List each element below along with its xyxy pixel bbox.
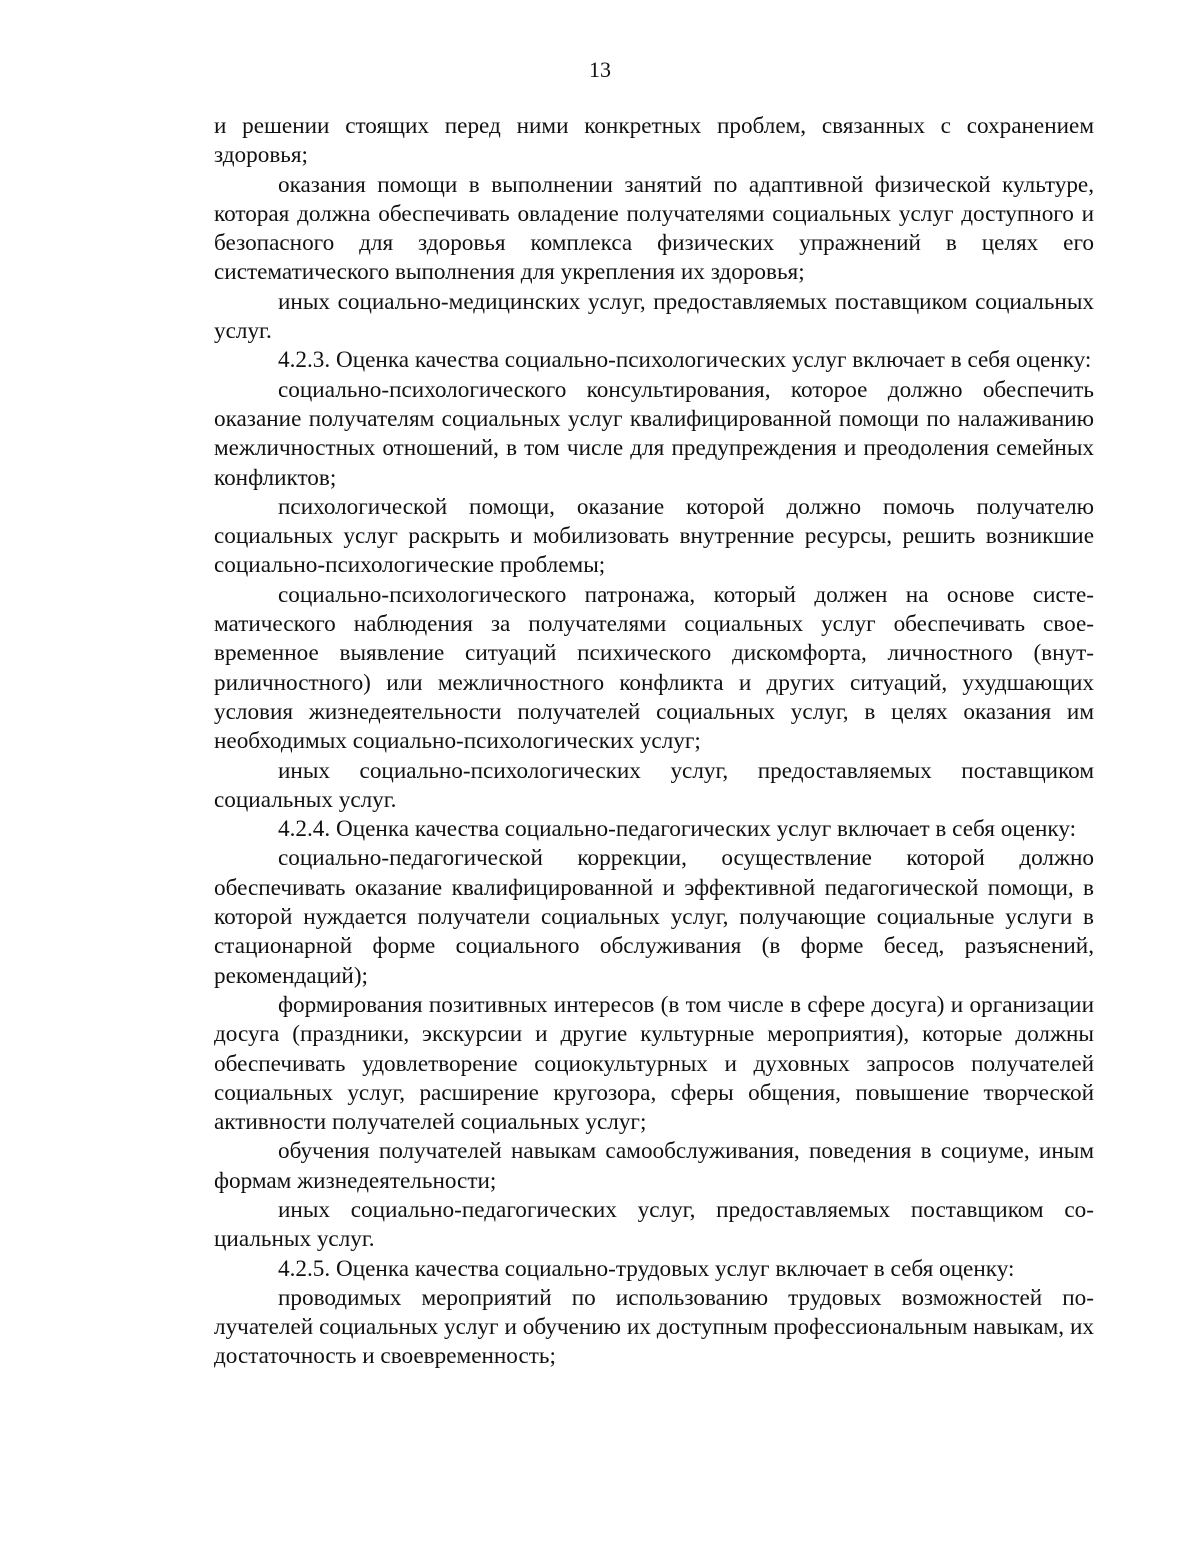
- paragraph-psych-help: психологической помощи, оказание которой должно помочь получателю социальных услуг раскрыть и мобилизовать внутренние ресурсы, решить возникшие социально-психологические проблемы;: [214, 493, 1094, 579]
- paragraph-other-pedagogical-services: иных социально-педагогических услуг, предоставляемых поставщиком социальных услуг.: [214, 1196, 1094, 1253]
- page-number: 13: [589, 57, 611, 82]
- paragraph-adaptive-physical-culture: оказания помощи в выполнении занятий по адаптивной физической культуре, которая должна обеспечивать овладение получателями социальных услуг доступного и безопасного для здоровья комплекса физических упражнений в целях его систематического выполнения для укрепления их здоровья;: [214, 171, 1094, 286]
- paragraph-psych-patronage: социально-психологического патронажа, который должен на основе систематического наблюдения за получателями социальных услуг обеспечивать своевременное выявление ситуаций психического дискомфорта, личностного (внутриличностного) или межличностного конфликта и других ситуаций, ухудшающих условия жизнедеятельности получателей социальных услуг, в целях оказания им необходимых социально-психологических услуг;: [214, 581, 1094, 755]
- section-4-2-5-heading: 4.2.5. Оценка качества социально-трудовых услуг включает в себя оценку:: [278, 1255, 1015, 1282]
- paragraph-self-service-training: обучения получателей навыкам самообслуживания, поведения в социуме, иным формам жизнедеятельности;: [214, 1138, 1094, 1194]
- paragraph-pedagogical-correction: социально-педагогической коррекции, осуществление которой должно обеспечивать оказание квалифицированной и эффективной педагогической помощи, в которой нуждается получатели социальных услуг, получающие социальные услуги в стационарной форме социального обслуживания (в форме бесед, разъяснений, рекомендаций);: [214, 845, 1094, 989]
- paragraph-positive-interests: формирования позитивных интересов (в том числе в сфере досуга) и организации досуга (праздники, экскурсии и другие культурные мероприятия), которые должны обеспечивать удовлетворение социокультурных и духовных запросов получателей социальных услуг, расширение кругозора, сферы общения, повышение творческой активности получателей социальных услуг;: [214, 991, 1094, 1136]
- section-4-2-4-heading: 4.2.4. Оценка качества социально-педагогических услуг включает в себя оценку:: [278, 816, 1077, 843]
- paragraph-psych-consulting: социально-психологического консультирования, которое должно обеспечить оказание получателям социальных услуг квалифицированной помощи по налаживанию межличностных отношений, в том числе для предупреждения и преодоления семейных конфликтов;: [214, 376, 1094, 491]
- section-4-2-3-heading: 4.2.3. Оценка качества социально-психологических услуг включает в себя оценку:: [278, 347, 1092, 374]
- paragraph-continuation: и решении стоящих перед ними конкретных проблем, связанных с сохранением здоровья;: [214, 113, 1094, 169]
- document-body: [214, 112, 1094, 1372]
- paragraph-other-medical-services: иных социально-медицинских услуг, предоставляемых поставщиком социальных услуг.: [214, 288, 1094, 345]
- paragraph-labor-activities: проводимых мероприятий по использованию трудовых возможностей получателей социальных услуг и обучению их доступным профессиональным навыкам, их достаточность и своевременность;: [214, 1284, 1094, 1370]
- paragraph-other-psych-services: иных социально-психологических услуг, предоставляемых поставщиком социальных услуг.: [214, 757, 1094, 813]
